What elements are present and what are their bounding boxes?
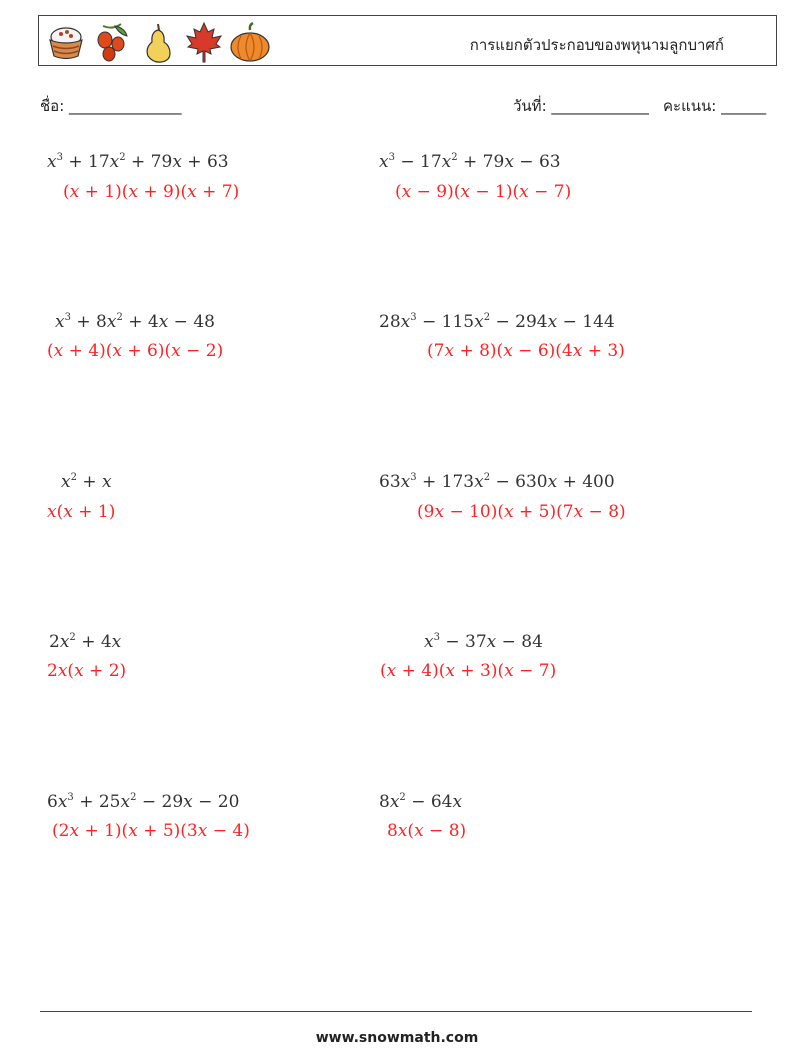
worksheet-header [38,15,777,66]
maple-leaf-icon [183,20,225,64]
problem-6-question: $63x^3 + 173x^2 - 630x + 400$ [379,472,615,492]
problem-10-question: $8x^2 - 64x$ [379,792,463,812]
problem-8-answer: (x + 4)(x + 3)(x − 7) [380,661,557,681]
footer-url: www.snowmath.com [315,1030,479,1046]
date-field: วันที่: _____________ [513,97,649,115]
problem-9-answer: (2x + 1)(x + 5)(3x − 4) [52,821,250,841]
footer-divider [40,1011,752,1012]
problem-2-answer: (x − 9)(x − 1)(x − 7) [395,182,572,202]
problem-8-question: $x^3 - 37x - 84$ [424,632,543,652]
pumpkin-icon [229,20,271,64]
problem-3-answer: (x + 4)(x + 6)(x − 2) [47,341,224,361]
rosehip-icon [91,20,133,64]
problem-10-answer: 8x(x − 8) [387,821,467,841]
pear-icon [137,20,179,64]
problem-1-question: $x^3 + 17x^2 + 79x + 63$ [47,152,229,172]
score-field: คะแนน: ______ [663,97,767,115]
problem-7-answer: 2x(x + 2) [47,661,127,681]
problem-4-question: $28x^3 - 115x^2 - 294x - 144$ [379,312,615,332]
header-icons [45,20,271,64]
problem-5-answer: x(x + 1) [47,502,116,522]
problem-5-question: $x^2 + x$ [61,472,112,492]
problem-7-question: $2x^2 + 4x$ [49,632,122,652]
basket-icon [45,20,87,64]
name-field: ชื่อ: _______________ [40,97,182,115]
problem-6-answer: (9x − 10)(x + 5)(7x − 8) [417,502,626,522]
problem-3-question: $x^3 + 8x^2 + 4x - 48$ [55,312,215,332]
worksheet-title: การแยกตัวประกอบของพหุนามลูกบาศก์ [469,36,724,54]
problem-4-answer: (7x + 8)(x − 6)(4x + 3) [427,341,625,361]
problem-1-answer: (x + 1)(x + 9)(x + 7) [63,182,240,202]
problem-9-question: $6x^3 + 25x^2 - 29x - 20$ [47,792,240,812]
problem-2-question: $x^3 - 17x^2 + 79x - 63$ [379,152,561,172]
